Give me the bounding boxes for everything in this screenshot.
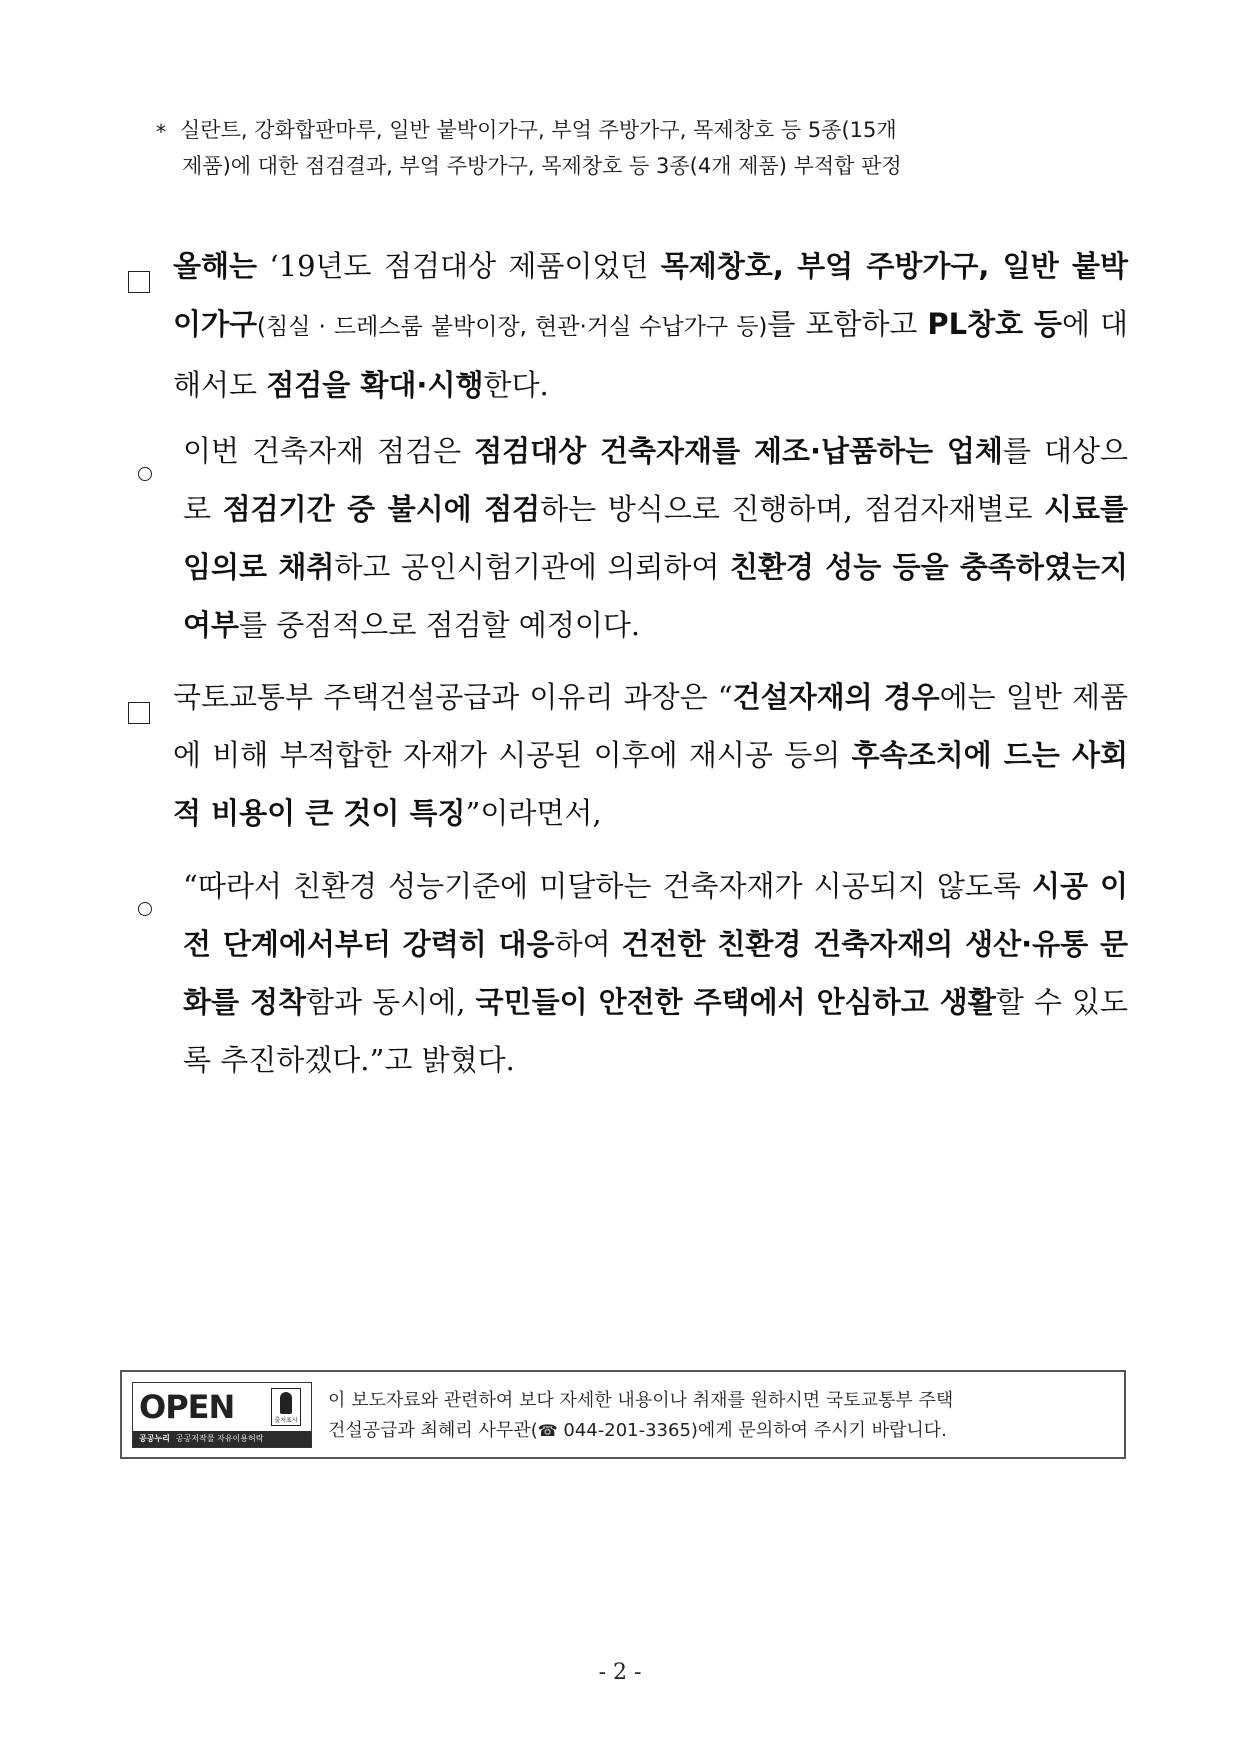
paragraph-inspection-expansion: 올해는 ‘19년도 점검대상 제품이었던 목제창호, 부엌 주방가구, 일반 붙박이가구(침실 · 드레스룸 붙박이장, 현관·거실 수납가구 등)를 포함하고 PL창호 등에 대해서도 점검을 확대·시행한다. xyxy=(128,237,1128,414)
paragraph-director-quote: 국토교통부 주택건설공급과 이유리 과장은 “건설자재의 경우에는 일반 제품에 비해 부적합한 자재가 시공된 이후에 재시공 등의 후속조치에 드는 사회적 비용이 큰 것이 특징”이라면서, xyxy=(128,668,1128,842)
contact-line-2: 건설공급과 최혜리 사무관(☎ 044-201-3365)에게 문의하여 주시기 바랍니다. xyxy=(328,1420,947,1441)
contact-box xyxy=(120,1370,1126,1459)
contact-text xyxy=(328,1386,953,1446)
logo-caption: 공공누리 공공저작물 자유이용허락 xyxy=(133,1431,311,1447)
page-number: - 2 - xyxy=(598,1660,642,1685)
paragraph-inspection-method: 이번 건축자재 점검은 점검대상 건축자재를 제조·납품하는 업체를 대상으로 점검기간 중 불시에 점검하는 방식으로 진행하며, 점검자재별로 시료를 임의로 채취하고 공인시험기관에 의뢰하여 친환경 성능 등을 충족하였는지 여부를 중점적으로 점검할 예정이다. xyxy=(138,422,1128,654)
square-bullet-icon xyxy=(128,254,150,312)
footnote-marker: * xyxy=(156,120,166,144)
circle-bullet-icon xyxy=(138,442,152,500)
footnote-line-2: 제품)에 대한 점검결과, 부엌 주방가구, 목제창호 등 3종(4개 제품) 부적합 판정 xyxy=(182,154,902,178)
attribution-icon: 출처표시 xyxy=(271,1388,301,1426)
footnote xyxy=(156,112,1135,184)
kogl-open-logo xyxy=(132,1382,312,1448)
square-bullet-icon xyxy=(128,685,150,743)
contact-line-1: 이 보도자료와 관련하여 보다 자세한 내용이나 취재를 원하시면 국토교통부 주택 xyxy=(328,1390,954,1411)
emphasis-this-year: 올해는 xyxy=(173,249,258,283)
emphasis-products: 목제창호, 부엌 주방가구, 일반 붙박이가구 xyxy=(173,249,1128,341)
emphasis-expand: 점검을 확대·시행 xyxy=(266,368,484,402)
paragraph-director-quote-continued: “따라서 친환경 성능기준에 미달하는 건축자재가 시공되지 않도록 시공 이전 단계에서부터 강력히 대응하여 건전한 친환경 건축자재의 생산·유통 문화를 정착함과 동시에, 국민들이 안전한 주택에서 안심하고 생활할 수 있도록 추진하겠다.”고 밝혔다. xyxy=(138,857,1128,1089)
open-logo-text: OPEN xyxy=(139,1388,235,1426)
footnote-line-1: 실란트, 강화합판마루, 일반 붙박이가구, 부엌 주방가구, 목제창호 등 5종(15개 xyxy=(180,118,897,142)
phone-icon: ☎ xyxy=(537,1421,558,1440)
emphasis-pl-windows: PL창호 등 xyxy=(927,307,1063,341)
circle-bullet-icon xyxy=(138,877,152,935)
